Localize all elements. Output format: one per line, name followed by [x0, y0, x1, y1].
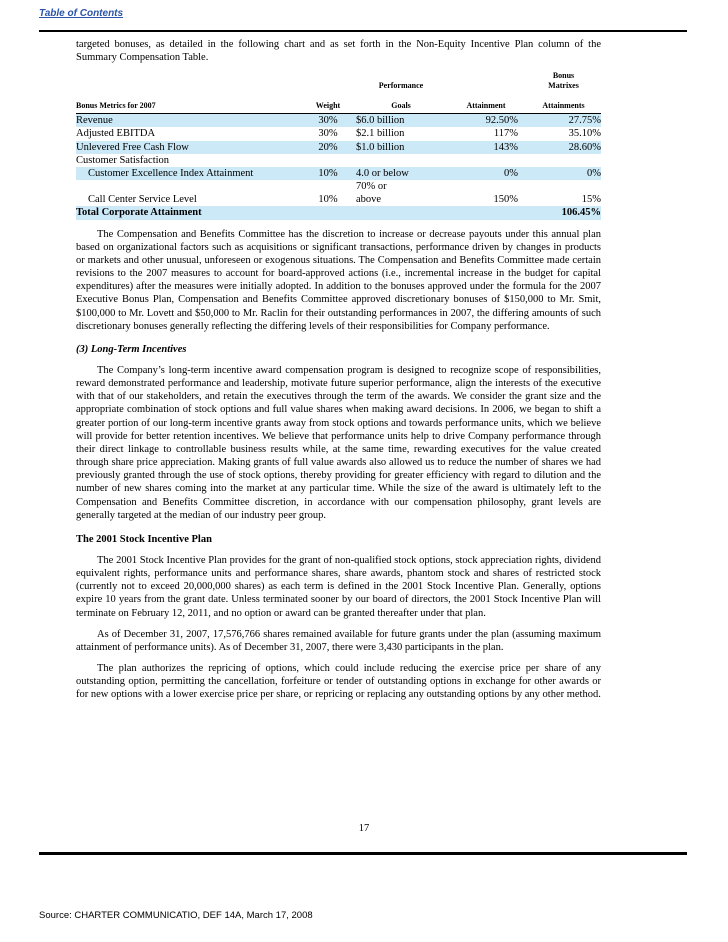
table-row: [76, 180, 601, 206]
table-row: [76, 167, 601, 180]
table-of-contents-link[interactable]: Table of Contents: [39, 8, 124, 19]
header-weight: Weight: [300, 71, 356, 114]
table-row: [76, 127, 601, 140]
header-performance-goals: Performance Goals: [356, 71, 446, 114]
header-attainment: Attainment: [446, 71, 526, 114]
repricing-paragraph: The plan authorizes the repricing of options, which could include reducing the exercise price per share of any outstanding option, permitting the cancellation, forfeiture or tender of outstanding options in exchange for other awards or for new options with a lower exercise price per share, or repricing or replacing any outstanding options by any other method.: [76, 663, 601, 701]
row-weight: 20%: [300, 141, 356, 154]
row-bonus: 27.75%: [526, 114, 601, 128]
row-metric: Customer Excellence Index Attainment: [76, 167, 300, 180]
row-metric: Revenue: [76, 114, 300, 128]
discretion-paragraph: The Compensation and Benefits Committee has the discretion to increase or decrease payouts under this annual plan based on organizational factors such as acquisitions or significant transactions, performance driven by changes in products or markets and other unusual, unforeseen or exogenous situations. The Compensation and Benefits Committee made certain revisions to the 2007 measures to account for board-approved actions (i.e., incremental increase in the budget for capital expenditures) after the measures were initially adopted. In addition to the bonuses approved under the formula for the 2007 Executive Bonus Plan, Compensation and Benefits Committee approved discretionary bonuses of $150,000 to Mr. Smit, $100,000 to Mr. Lovett and $50,000 to Mr. Raclin for their outstanding performances in 2007, the differing amounts of such discretionary bonuses generally reflecting the differing levels of their responsibilities for Company performance.: [76, 228, 601, 332]
table-row: [76, 114, 601, 128]
header-metric: Bonus Metrics for 2007: [76, 71, 300, 114]
row-attainment: 92.50%: [446, 114, 526, 128]
bonus-metrics-table: [76, 71, 601, 219]
header-divider: [39, 30, 687, 32]
row-metric: Customer Satisfaction: [76, 154, 170, 166]
row-metric: Adjusted EBITDA: [76, 128, 156, 140]
stock-plan-heading: The 2001 Stock Incentive Plan: [76, 533, 212, 545]
row-goal: 70% or above: [356, 181, 387, 206]
row-bonus: 0%: [526, 167, 601, 180]
row-bonus: 15%: [581, 194, 601, 206]
row-weight: 10%: [300, 167, 356, 180]
source-line: Source: CHARTER COMMUNICATIO, DEF 14A, March 17, 2008: [39, 910, 313, 921]
total-bonus: 106.45%: [526, 206, 601, 219]
row-attainment: 143%: [446, 141, 526, 154]
row-weight: 30%: [300, 114, 356, 128]
row-metric: Call Center Service Level: [88, 194, 197, 206]
footer-divider: [39, 852, 687, 855]
table-row: [76, 154, 601, 167]
row-goal: 4.0 or below: [356, 167, 446, 180]
row-weight: 30%: [318, 128, 338, 140]
shares-available-paragraph: As of December 31, 2007, 17,576,766 shares remained available for future grants under the plan (assuming maximum attainment of performance units). As of December 31, 2007, there were 3,430 participants in the plan.: [76, 628, 601, 653]
total-label: Total Corporate Attainment: [76, 206, 300, 219]
header-bonus-matrixes: Bonus Matrixes Attainments: [526, 71, 601, 114]
document-body: [76, 38, 601, 702]
row-attainment: 117%: [493, 128, 518, 140]
row-goal: $6.0 billion: [356, 114, 446, 128]
table-header-row: [76, 71, 601, 114]
page-number: 17: [358, 823, 370, 834]
stock-plan-paragraph: The 2001 Stock Incentive Plan provides for the grant of non-qualified stock options, stock appreciation rights, dividend equivalent rights, performance units and performance shares, share awards, phantom stock and shares of restricted stock (currently not to exceed 20,000,000 shares) as each term is defined in the 2001 Stock Incentive Plan. Generally, options expire 10 years from the grant date. Unless terminated sooner by our board of directors, the 2001 Stock Incentive Plan will terminate on February 12, 2011, and no option or award can be granted thereafter under that plan.: [76, 555, 601, 619]
total-row: [76, 206, 601, 219]
row-weight: 10%: [318, 194, 338, 206]
long-term-incentives-heading: (3) Long-Term Incentives: [76, 343, 187, 355]
table-row: [76, 141, 601, 154]
row-goal: $2.1 billion: [356, 128, 405, 140]
intro-paragraph: targeted bonuses, as detailed in the following chart and as set forth in the Non-Equity Incentive Plan column of the Summary Compensation Table.: [76, 39, 601, 64]
row-attainment: 150%: [493, 194, 518, 206]
long-term-incentives-paragraph: The Company’s long-term incentive award compensation program is designed to recognize scope of responsibilities, reward demonstrated performance and leadership, motivate future superior performance, align the interests of the executive with that of our stakeholders, and retain the executives through the term of the awards. We consider the grant size and the appropriate combination of stock options and full value shares when making award decisions. In 2006, we began to shift a greater portion of our long-term incentive grants away from stock options and towards performance units, which we believe will provide for better retention incentives. We believe that performance units help to drive Company performance through their direct linkage to controllable business results while, at the same time, rewarding executives for the value created through share price appreciation. Making grants of full value awards also allowed us to reduce the number of shares we had previously granted through the use of stock options, thereby providing for greater efficiency with regard to dilution and the number of new shares coming into the market at any particular time. While the size of the award is ultimately left to the Compensation and Benefits Committee discretion, in accordance with our compensation philosophy, grant levels are generally targeted at the median of our industry peer group.: [76, 364, 601, 521]
row-metric: Unlevered Free Cash Flow: [76, 141, 300, 154]
row-bonus: 35.10%: [568, 128, 601, 140]
row-bonus: 28.60%: [526, 141, 601, 154]
row-attainment: 0%: [446, 167, 526, 180]
row-goal: $1.0 billion: [356, 141, 446, 154]
